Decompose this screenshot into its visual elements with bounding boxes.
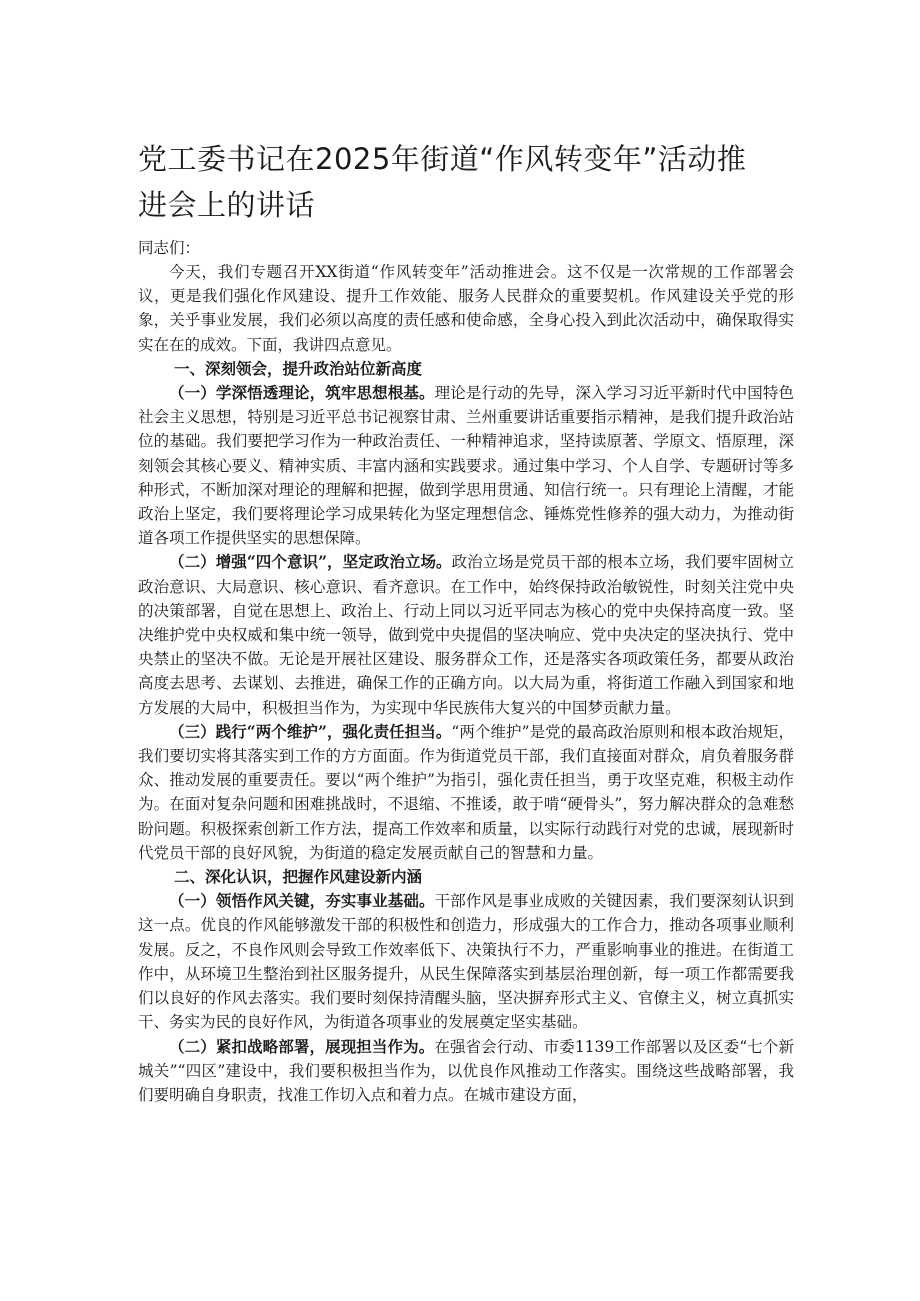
section-1-paragraph-1-lead: （一）学深悟透理论，筑牢思想根基。 <box>169 383 435 403</box>
section-1-paragraph-2-lead: （二）增强“四个意识”，坚定政治立场。 <box>169 552 452 572</box>
section-2-paragraph-2-body: 在强省会行动、市委1139工作部署以及区委“七个新城关”“四区”建设中，我们要积极担当作为，以优良作风推动工作落实。围绕这些战略部署，我们要明确自身职责，找准工作切入点和着力点。在城市建设方面， <box>138 1037 794 1104</box>
section-2-paragraph-2-lead: （二）紧扣战略部署，展现担当作为。 <box>169 1036 435 1056</box>
section-1-paragraph-1-body: 理论是行动的先导，深入学习习近平新时代中国特色社会主义思想，特别是习近平总书记视察甘肃、兰州重要讲话重要指示精神，是我们提升政治站位的基础。我们要把学习作为一种政治责任、一种精神追求，坚持读原著、学原文、悟原理，深刻领会其核心要义、精神实质、丰富内涵和实践要求。通过集中学习、个人自学、专题研讨等多种形式，不断加深对理论的理解和把握，做到学思用贯通、知信行统一。只有理论上清醒，才能政治上坚定，我们要将理论学习成果转化为坚定理想信念、锤炼党性修养的强大动力，为推动街道各项工作提供坚实的思想保障。 <box>138 384 794 548</box>
section-1-paragraph-3-lead: （三）践行“两个维护”，强化责任担当。 <box>169 721 452 741</box>
document-page <box>138 136 794 1107</box>
section-1-paragraph-3-body: “两个维护”是党的最高政治原则和根本政治规矩，我们要切实将其落实到工作的方方面面。作为街道党员干部，我们直接面对群众，肩负着服务群众、推动发展的重要责任。要以“两个维护”为指引，强化责任担当，勇于攻坚克难，积极主动作为。在面对复杂问题和困难挑战时，不退缩、不推诿，敢于啃“硬骨头”，努力解决群众的急难愁盼问题。积极探索创新工作方法，提高工作效率和质量，以实际行动践行对党的忠诚，展现新时代党员干部的良好风貌，为街道的稳定发展贡献自己的智慧和力量。 <box>138 722 794 862</box>
section-1-paragraph-1 <box>138 381 794 550</box>
section-2-paragraph-1 <box>138 889 794 1034</box>
section-2-paragraph-1-body: 干部作风是事业成败的关键因素，我们要深刻认识到这一点。优良的作风能够激发干部的积极性和创造力，形成强大的工作合力，推动各项事业顺利发展。反之，不良作风则会导致工作效率低下、决策执行不力，严重影响事业的推进。在街道工作中，从环境卫生整治到社区服务提升，从民生保障落实到基层治理创新，每一项工作都需要我们以良好的作风去落实。我们要时刻保持清醒头脑，坚决摒弃形式主义、官僚主义，树立真抓实干、务实为民的良好作风，为街道各项事业的发展奠定坚实基础。 <box>138 892 794 1032</box>
salutation: 同志们： <box>138 239 201 257</box>
intro-paragraph: 今天，我们专题召开XX街道“作风转变年”活动推进会。这不仅是一次常规的工作部署会议，更是我们强化作风建设、提升工作效能、服务人民群众的重要契机。作风建设关乎党的形象，关乎事业发展，我们必须以高度的责任感和使命感，全身心投入到此次活动中，确保取得实实在在的成效。下面，我讲四点意见。 <box>138 263 794 354</box>
section-2-paragraph-1-lead: （一）领悟作风关键，夯实事业基础。 <box>169 891 435 911</box>
document-title: 党工委书记在2025年街道“作风转变年”活动推进会上的讲话 <box>138 142 747 222</box>
section-1-heading: 一、深刻领会，提升政治站位新高度 <box>174 358 423 378</box>
section-1-paragraph-3 <box>138 720 794 865</box>
section-2-heading: 二、深化认识，把握作风建设新内涵 <box>174 867 423 887</box>
section-2-paragraph-2 <box>138 1035 794 1108</box>
section-1-paragraph-2-body: 政治立场是党员干部的根本立场，我们要牢固树立政治意识、大局意识、核心意识、看齐意识。在工作中，始终保持政治敏锐性，时刻关注党中央的决策部署，自觉在思想上、政治上、行动上同以习近平同志为核心的党中央保持高度一致。坚决维护党中央权威和集中统一领导，做到党中央提倡的坚决响应、党中央决定的坚决执行、党中央禁止的坚决不做。无论是开展社区建设、服务群众工作，还是落实各项政策任务，都要从政治高度去思考、去谋划、去推进，确保工作的正确方向。以大局为重，将街道工作融入到国家和地方发展的大局中，积极担当作为，为实现中华民族伟大复兴的中国梦贡献力量。 <box>138 553 794 717</box>
section-1-paragraph-2 <box>138 550 794 719</box>
